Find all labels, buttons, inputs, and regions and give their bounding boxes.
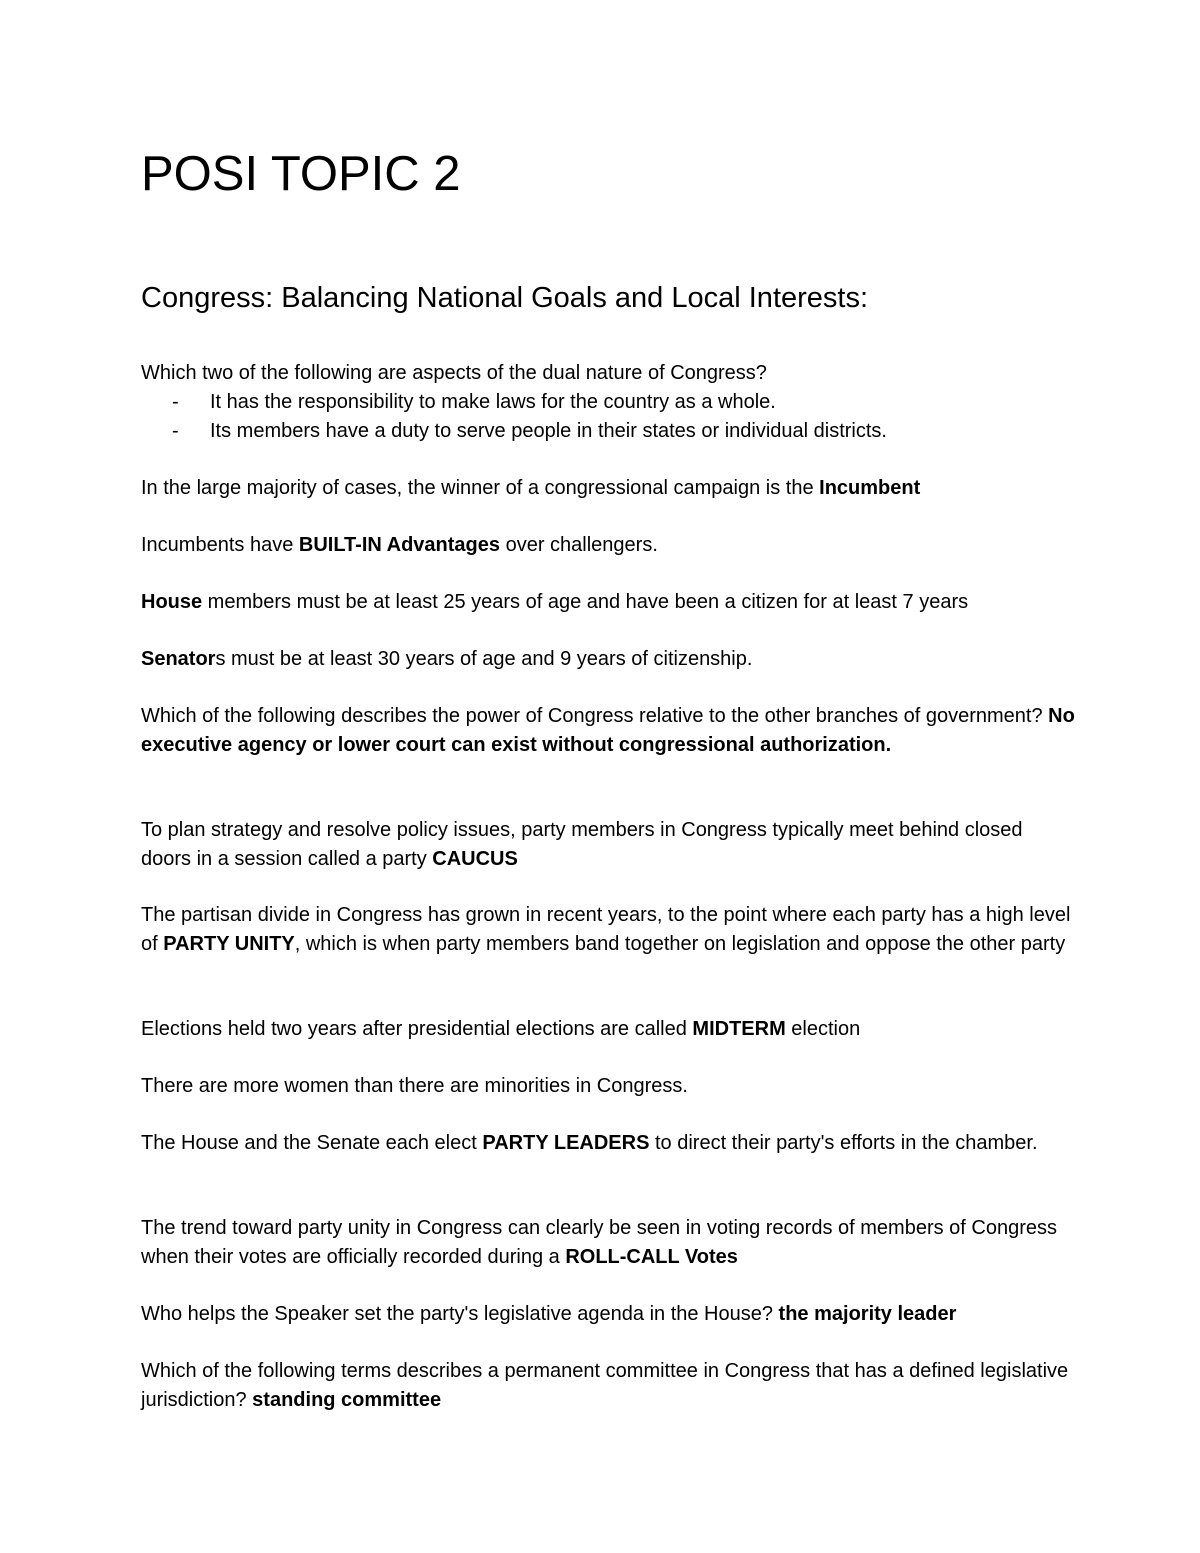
midterm-paragraph: [141, 1015, 1076, 1044]
answer-text: BUILT-IN Advantages: [298, 534, 501, 556]
paragraph-text: over challengers.: [500, 534, 658, 556]
incumbent-paragraph: [141, 474, 1076, 503]
caucus-paragraph: [141, 816, 1076, 873]
answer-text: the majority leader: [778, 1303, 957, 1325]
paragraph-text: Which of the following describes the power of Congress relative to the other branches of government?: [141, 705, 1049, 727]
list-item-text: Its members have a duty to serve people in their states or individual districts.: [210, 420, 887, 442]
women-minorities-paragraph: There are more women than there are minorities in Congress.: [141, 1075, 688, 1097]
paragraph-text: To plan strategy and resolve policy issues, party members in Congress typically meet behind closed doors in a session called a party: [141, 819, 1023, 870]
paragraph-text: , which is when party members band together on legislation and oppose the other party: [294, 932, 1066, 955]
answer-text: PARTY LEADERS: [482, 1132, 650, 1154]
paragraph-text: to direct their party's efforts in the chamber.: [649, 1132, 1038, 1154]
answer-text: House: [141, 591, 203, 613]
majority-leader-paragraph: [141, 1300, 1076, 1329]
paragraph-text: election: [785, 1018, 861, 1040]
answer-text: No executive agency or lower court can exist without congressional authorization.: [141, 705, 1075, 756]
list-item: [172, 417, 887, 446]
paragraph-text: Who helps the Speaker set the party's legislative agenda in the House?: [141, 1303, 779, 1325]
answer-text: ROLL-CALL Votes: [565, 1245, 738, 1268]
answer-text: PARTY UNITY: [163, 932, 295, 955]
paragraph-text: Which of the following terms describes a permanent committee in Congress that has a defined legislative jurisdiction?: [141, 1360, 1069, 1411]
paragraph-text: In the large majority of cases, the winner of a congressional campaign is the: [141, 477, 820, 499]
paragraph-text: s must be at least 30 years of age and 9 years of citizenship.: [215, 648, 753, 670]
bullet-dash: -: [172, 420, 179, 442]
list-item-text: It has the responsibility to make laws for the country as a whole.: [210, 391, 776, 413]
answer-text: Incumbent: [819, 477, 921, 499]
question-paragraph: Which two of the following are aspects of the dual nature of Congress?: [141, 362, 767, 384]
paragraph-text: members must be at least 25 years of age and have been a citizen for at least 7 years: [202, 591, 969, 613]
section-heading: Congress: Balancing National Goals and Local Interests:: [141, 282, 869, 314]
party-leaders-paragraph: [141, 1129, 1076, 1158]
roll-call-paragraph: [141, 1214, 1076, 1271]
congress-power-paragraph: [141, 702, 1076, 759]
list-item: [172, 388, 776, 417]
paragraph-text: Incumbents have: [141, 534, 299, 556]
standing-committee-paragraph: [141, 1357, 1076, 1414]
paragraph-text: Elections held two years after presidential elections are called: [141, 1018, 693, 1040]
answer-text: standing committee: [252, 1388, 442, 1411]
document-title: POSI TOPIC 2: [141, 147, 461, 201]
house-paragraph: [141, 588, 1076, 617]
bullet-dash: -: [172, 391, 179, 413]
paragraph-text: The trend toward party unity in Congress can clearly be seen in voting records of members of Congress when their votes are officially recorded during a: [141, 1217, 1057, 1268]
answer-text: MIDTERM: [692, 1018, 786, 1040]
answer-text: CAUCUS: [432, 847, 518, 870]
paragraph-text: The partisan divide in Congress has grown in recent years, to the point where each party has a high level of: [141, 904, 1071, 955]
advantages-paragraph: [141, 531, 1076, 560]
paragraph-text: The House and the Senate each elect: [141, 1132, 483, 1154]
senator-paragraph: [141, 645, 1076, 674]
party-unity-paragraph: [141, 901, 1076, 958]
answer-text: Senator: [141, 648, 216, 670]
